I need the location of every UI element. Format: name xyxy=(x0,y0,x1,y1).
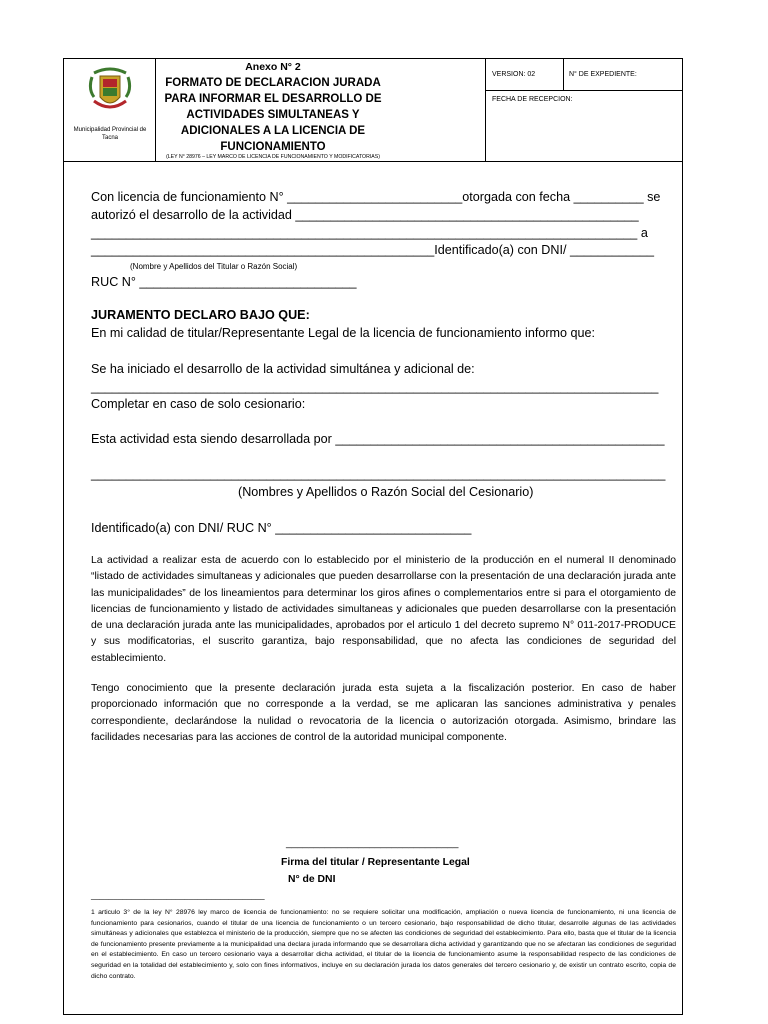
municipal-crest-icon xyxy=(88,67,132,113)
header-table xyxy=(63,58,683,162)
cesionario-caption: (Nombres y Apellidos o Razón Social del Cesionario) xyxy=(238,485,534,499)
activity-started-text: Se ha iniciado el desarrollo de la actividad simultánea y adicional de: xyxy=(91,362,475,376)
divider xyxy=(485,90,682,91)
ruc-field[interactable]: RUC N° _______________________________ xyxy=(91,275,357,289)
municipality-name: Municipalidad Provincial de Tacna xyxy=(73,127,147,141)
form-title: FORMATO DE DECLARACION JURADA PARA INFORMAR EL DESARROLLO DE ACTIVIDADES SIMULTANEAS Y ADICIONALES A LA LICENCIA DE FUNCIONAMIENTO xyxy=(164,77,382,153)
reception-date-field[interactable]: FECHA DE RECEPCION: xyxy=(492,96,573,103)
signature-line[interactable]: _______________________________ xyxy=(286,838,459,849)
holder-caption: (Nombre y Apellidos del Titular o Razón Social) xyxy=(130,262,298,271)
legal-paragraph-1: La actividad a realizar esta de acuerdo con lo establecido por el ministerio de la producción en el numeral II denominado “listado de actividades simultaneas y adicionales que pueden desarrollarse con la presentación de una declaración jurada ante las municipalidades” de los lineamientos para determinar los giros afines o complementarios entre si para el otorgamiento de licencias de funcionamiento y listado de actividades simultaneas y adicionales que pueden desarrollarse con la presentación de una declaración jurada ante las municipalidades, aprobados por el articulo 1 del decreto supremo N° 011-2017-PRODUCE y sus modificatorias, el suscrito garantiza, bajo responsabilidad, que no afecta las condiciones de seguridad del establecimiento. xyxy=(91,555,676,664)
oath-heading: JURAMENTO DECLARO BAJO QUE: xyxy=(91,308,310,322)
divider xyxy=(563,59,564,90)
law-reference: (LEY N° 28976 – LEY MARCO DE LICENCIA DE FUNCIONAMIENTO Y MODIFICATORIAS) xyxy=(166,154,380,160)
cesionario-note: Completar en caso de solo cesionario: xyxy=(91,397,306,411)
footnote-rule: _______________________________________ xyxy=(91,891,265,900)
annex-label: Anexo N° 2 xyxy=(245,61,301,73)
holder-dni-line[interactable]: _________________________________________________Identificado(a) con DNI/ ____________ xyxy=(91,243,655,257)
version-label: VERSION: 02 xyxy=(492,71,536,78)
legal-paragraph-2: Tengo conocimiento que la presente declaración jurada esta sujeta a la fiscalización posterior. En caso de haber proporcionado información que no corresponde a la verdad, se me aplicaran las sanciones administrativa y penales correspondiente, declarándose la nulidad o revocatoria de la licencia o autorización otorgada. Asimismo, brindare las facilidades necesarias para las acciones de control de la autoridad municipal componente. xyxy=(91,683,676,743)
identified-dni-ruc-field[interactable]: Identificado(a) con DNI/ RUC N° ____________________________ xyxy=(91,521,472,535)
license-number-line[interactable]: Con licencia de funcionamiento N° _________________________otorgada con fecha __________ se xyxy=(91,190,661,204)
dni-label: N° de DNI xyxy=(288,874,336,885)
footnote-text: 1 articulo 3° de la ley N° 28976 ley marco de licencia de funcionamiento: no se requiere solicitar una modificación, ampliación o nueva licencia de funcionamiento, ni una licencia de funcionamiento para cesionarios, cuando el titular de una licencia de funcionamiento o un tercero cesionario, bajo responsabilidad de dicho titular, desarrolle algunas de las actividades simultáneas y adicionales que establezca el ministerio de la producción, siempre que no se afecten las condiciones de seguridad del establecimiento. Para ello, basta que el titular de la licencia de funcionamiento presente previamente a la municipalidad una declara jurada informando que se desarrollara dicha actividad y garantizando que no se afectaran las condiciones de seguridad en el establecimiento. En caso un tercero cesionario vaya a desarrollar dicha actividad, el titular de la licencia de funcionamiento asume la responsabilidad respecto de las condiciones de seguridad en la totalidad del establecimiento y, solo con fines informativos, incluye en su declaración jurada los datos generales del tercero cesionario y, de existir un contrato escrito, copia de dicho contrato. xyxy=(91,909,676,980)
cesionario-name-field[interactable]: __________________________________________________________________________________ xyxy=(91,467,666,481)
activity-description-field[interactable]: _________________________________________________________________________________ xyxy=(91,380,659,394)
signature-label: Firma del titular / Representante Legal xyxy=(281,857,470,868)
divider xyxy=(485,59,486,161)
blank-line[interactable]: ______________________________________________________________________________ a xyxy=(91,226,648,240)
capacity-text: En mi calidad de titular/Representante Legal de la licencia de funcionamiento informo que: xyxy=(91,326,596,340)
activity-line[interactable]: autorizó el desarrollo de la actividad _________________________________________________ xyxy=(91,208,639,222)
expediente-field[interactable]: N° DE EXPEDIENTE: xyxy=(569,71,637,78)
developed-by-field[interactable]: Esta actividad esta siendo desarrollada por _______________________________________________ xyxy=(91,432,665,446)
